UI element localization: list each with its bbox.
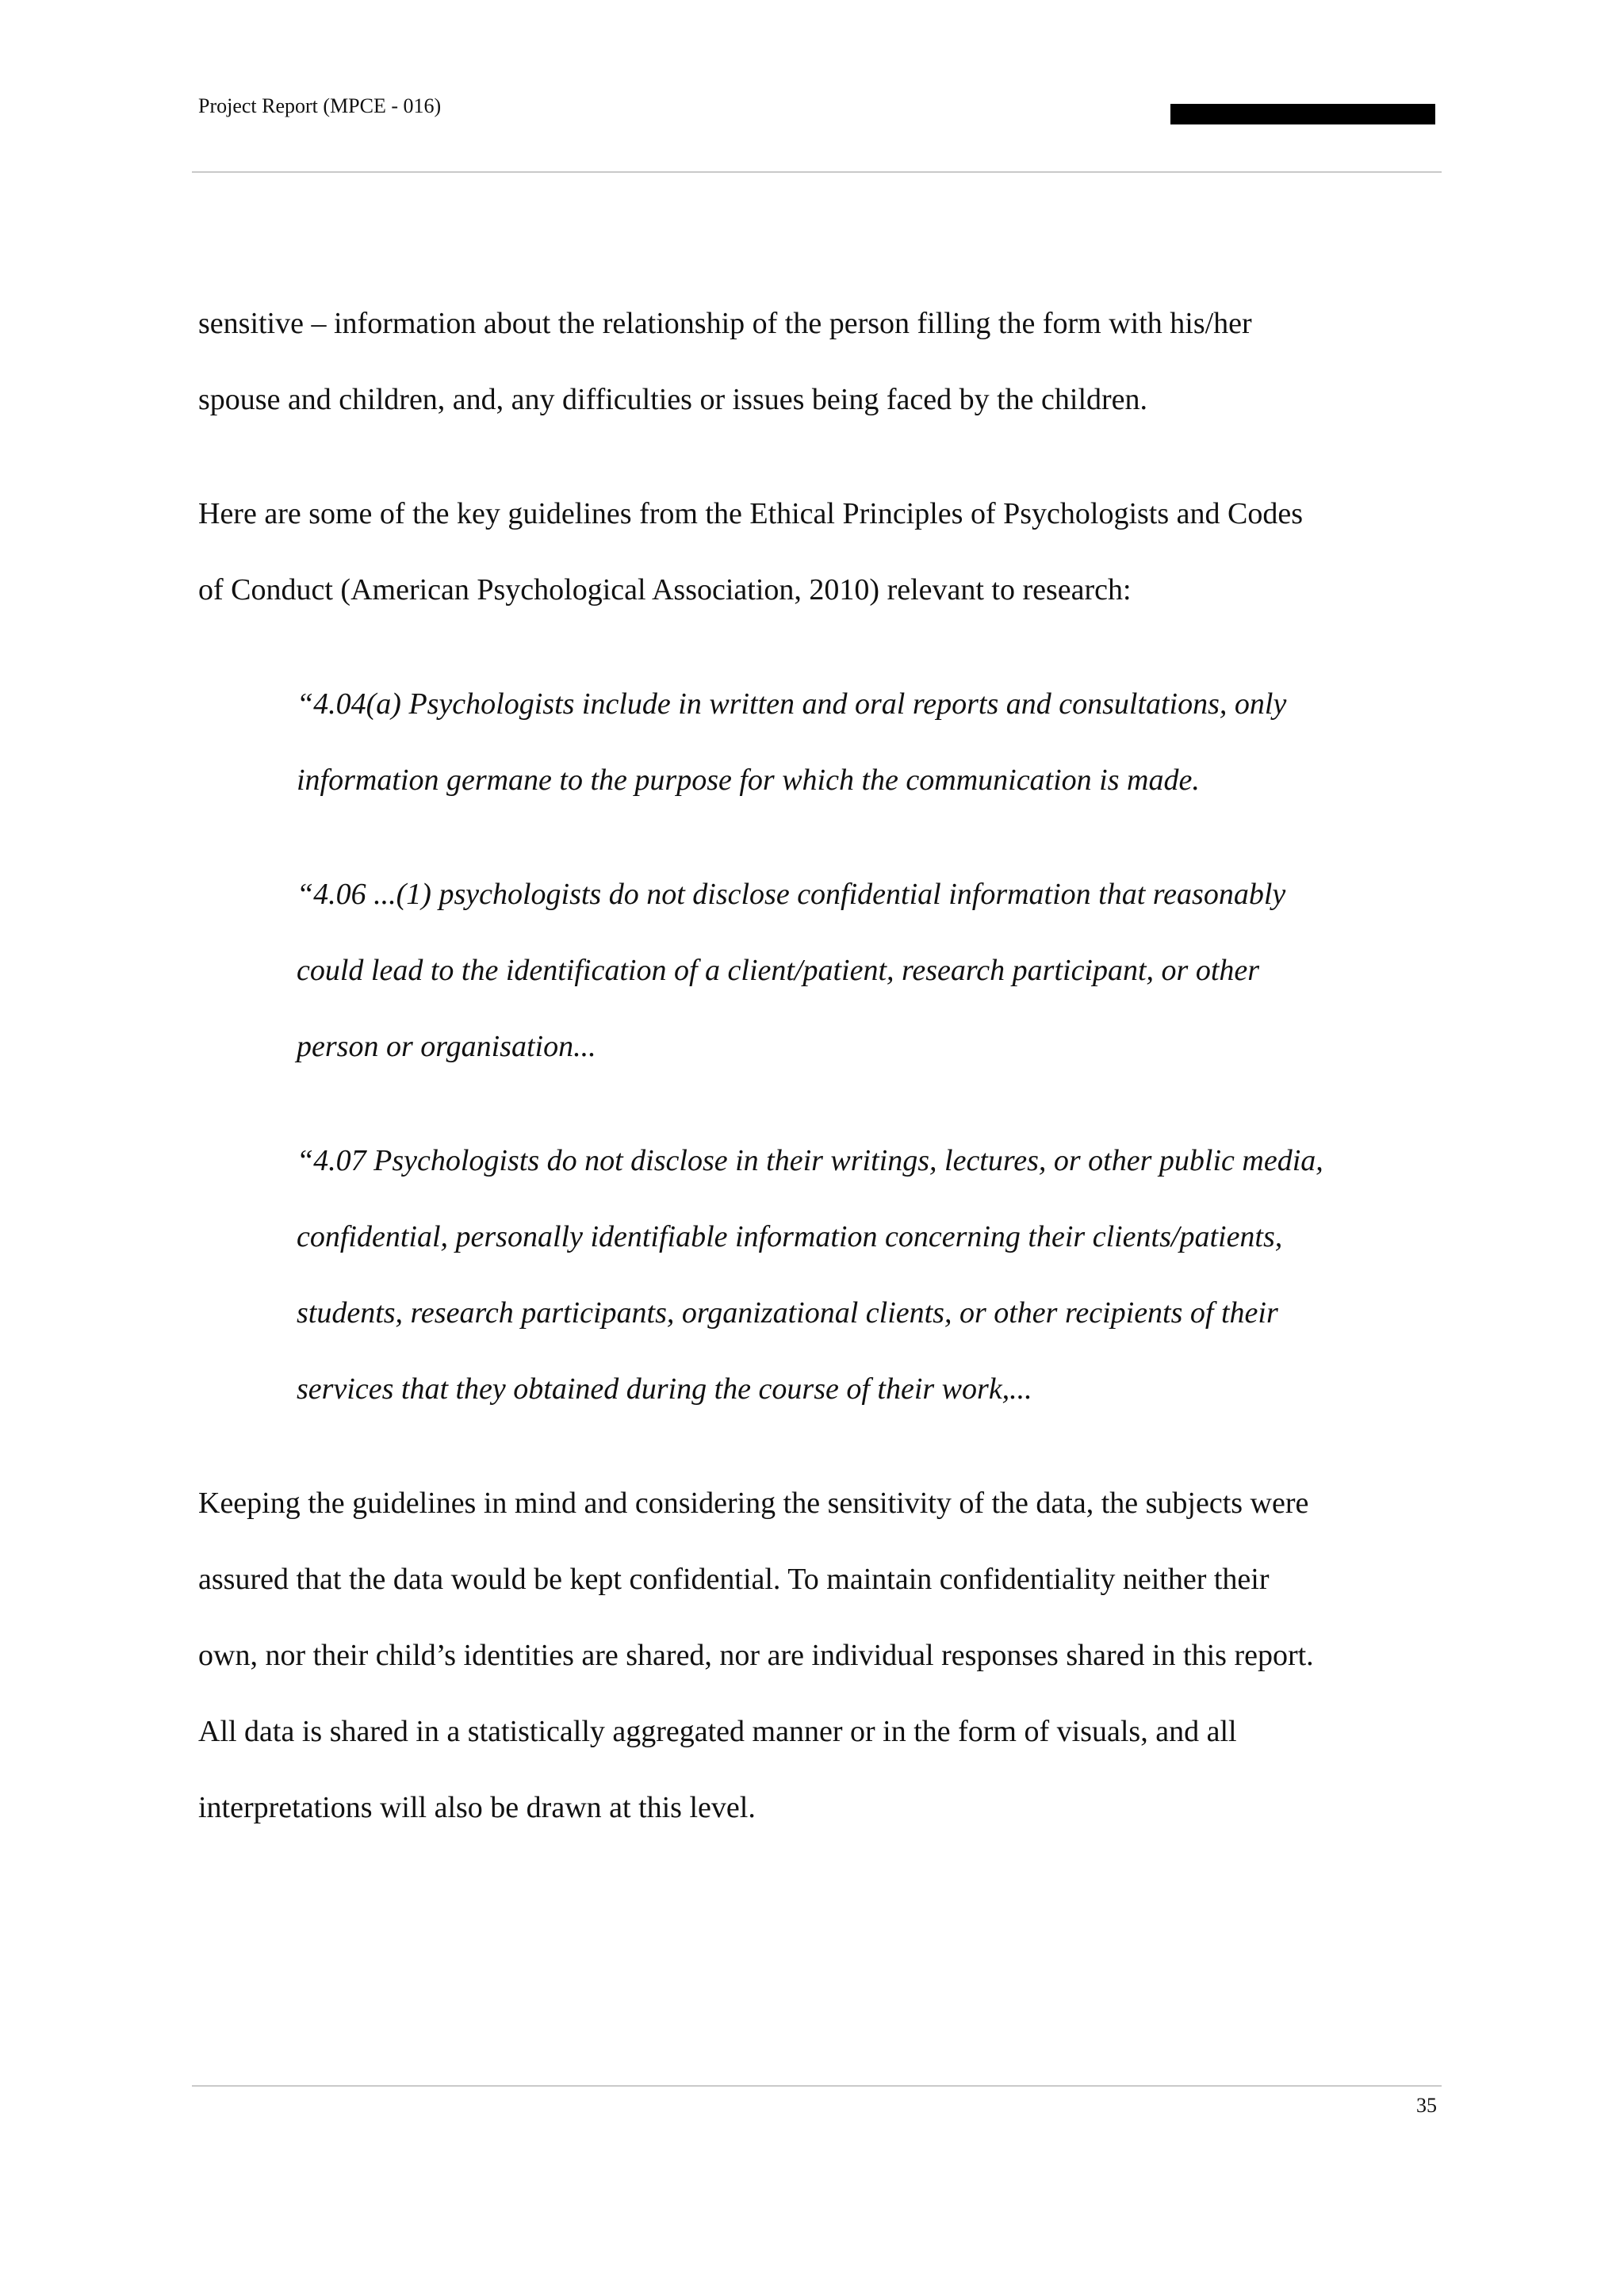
text-line: interpretations will also be drawn at this level.	[198, 1791, 756, 1824]
text-line: All data is shared in a statistically aggregated manner or in the form of visuals, and all	[198, 1715, 1237, 1748]
text-line: “4.06 ...(1) psychologists do not disclose confidential information that reasonably	[297, 878, 1286, 911]
quote-4-06	[297, 856, 1443, 1085]
header-divider	[192, 171, 1442, 173]
paragraph-guidelines-intro	[198, 476, 1443, 628]
header-title: Project Report (MPCE - 016)	[198, 94, 442, 117]
page-body	[198, 285, 1443, 1846]
text-line: of Conduct (American Psychological Association, 2010) relevant to research:	[198, 573, 1132, 607]
text-line: assured that the data would be kept confidential. To maintain confidentiality neither their	[198, 1563, 1270, 1596]
paragraph-confidentiality	[198, 1465, 1443, 1846]
text-line: students, research participants, organizational clients, or other recipients of their	[297, 1296, 1278, 1330]
text-line: Keeping the guidelines in mind and considering the sensitivity of the data, the subjects were	[198, 1487, 1309, 1520]
text-line: person or organisation...	[297, 1030, 596, 1063]
text-line: “4.04(a) Psychologists include in written and oral reports and consultations, only	[297, 687, 1287, 721]
paragraph-sensitivity	[198, 285, 1443, 438]
text-line: own, nor their child’s identities are shared, nor are individual responses shared in this report.	[198, 1639, 1314, 1672]
text-line: “4.07 Psychologists do not disclose in their writings, lectures, or other public media,	[297, 1144, 1323, 1177]
text-line: services that they obtained during the course of their work,...	[297, 1372, 1032, 1406]
text-line: information germane to the purpose for which the communication is made.	[297, 763, 1200, 797]
text-line: could lead to the identification of a client/patient, research participant, or other	[297, 954, 1260, 987]
text-line: sensitive – information about the relationship of the person filling the form with his/her	[198, 307, 1252, 340]
footer-divider	[192, 2085, 1442, 2087]
text-line: confidential, personally identifiable information concerning their clients/patients,	[297, 1220, 1283, 1253]
text-line: Here are some of the key guidelines from the Ethical Principles of Psychologists and Codes	[198, 497, 1304, 530]
page-number: 35	[1416, 2094, 1437, 2117]
text-line: spouse and children, and, any difficulties or issues being faced by the children.	[198, 383, 1148, 416]
redaction-bar	[1170, 104, 1435, 124]
quote-4-04	[297, 666, 1443, 818]
quote-4-07	[297, 1123, 1443, 1427]
